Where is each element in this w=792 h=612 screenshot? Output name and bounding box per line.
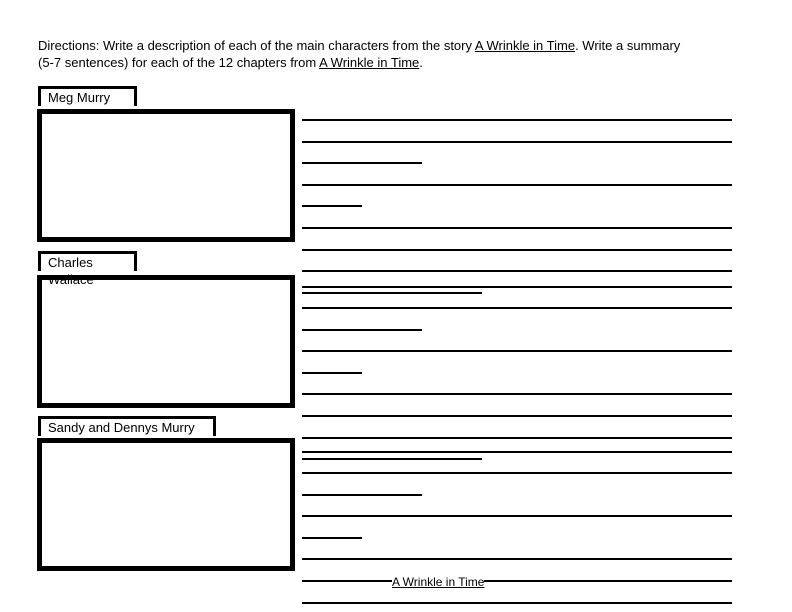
summary-line-short[interactable]	[302, 205, 362, 207]
summary-line[interactable]	[302, 515, 732, 517]
summary-line[interactable]	[302, 227, 732, 229]
summary-line[interactable]	[302, 415, 732, 417]
summary-line[interactable]	[302, 141, 732, 143]
summary-line[interactable]	[302, 249, 732, 251]
book-title: A Wrinkle in Time	[474, 38, 576, 53]
summary-line[interactable]	[302, 286, 732, 288]
summary-line[interactable]	[302, 350, 732, 352]
summary-line[interactable]	[302, 307, 732, 309]
summary-line-short[interactable]	[302, 292, 482, 294]
summary-line[interactable]	[302, 451, 732, 453]
summary-line[interactable]	[302, 580, 732, 582]
summary-line[interactable]	[302, 437, 732, 439]
summary-line[interactable]	[302, 558, 732, 560]
summary-line[interactable]	[302, 270, 732, 272]
summary-line-short[interactable]	[302, 494, 422, 496]
summary-line[interactable]	[302, 472, 732, 474]
character-label-sandy-dennys: Sandy and Dennys Murry	[38, 416, 216, 436]
summary-line[interactable]	[302, 184, 732, 186]
summary-line-short[interactable]	[302, 458, 482, 460]
character-description-box-charles-wallace[interactable]	[37, 275, 295, 408]
summary-line-short[interactable]	[302, 162, 422, 164]
summary-line-short[interactable]	[302, 329, 422, 331]
summary-footer-title: A Wrinkle in Time	[392, 575, 485, 589]
directions-text: Directions: Write a description of each of the main characters from the story A Wrinkle in Time. Write a summary (5-7 sentences) for each of the 12 chapters from A Wrinkle in Time.	[38, 38, 681, 70]
character-label-charles-wallace: Charles Wallace	[38, 251, 137, 271]
book-title: A Wrinkle in Time	[319, 55, 420, 70]
summary-line-short[interactable]	[302, 372, 362, 374]
summary-line[interactable]	[302, 602, 732, 604]
character-label-meg: Meg Murry	[38, 86, 137, 106]
summary-line-short[interactable]	[302, 537, 362, 539]
character-description-box-sandy-dennys[interactable]	[37, 438, 295, 571]
character-description-box-meg[interactable]	[37, 109, 295, 242]
summary-line[interactable]	[302, 393, 732, 395]
summary-line[interactable]	[302, 119, 732, 121]
